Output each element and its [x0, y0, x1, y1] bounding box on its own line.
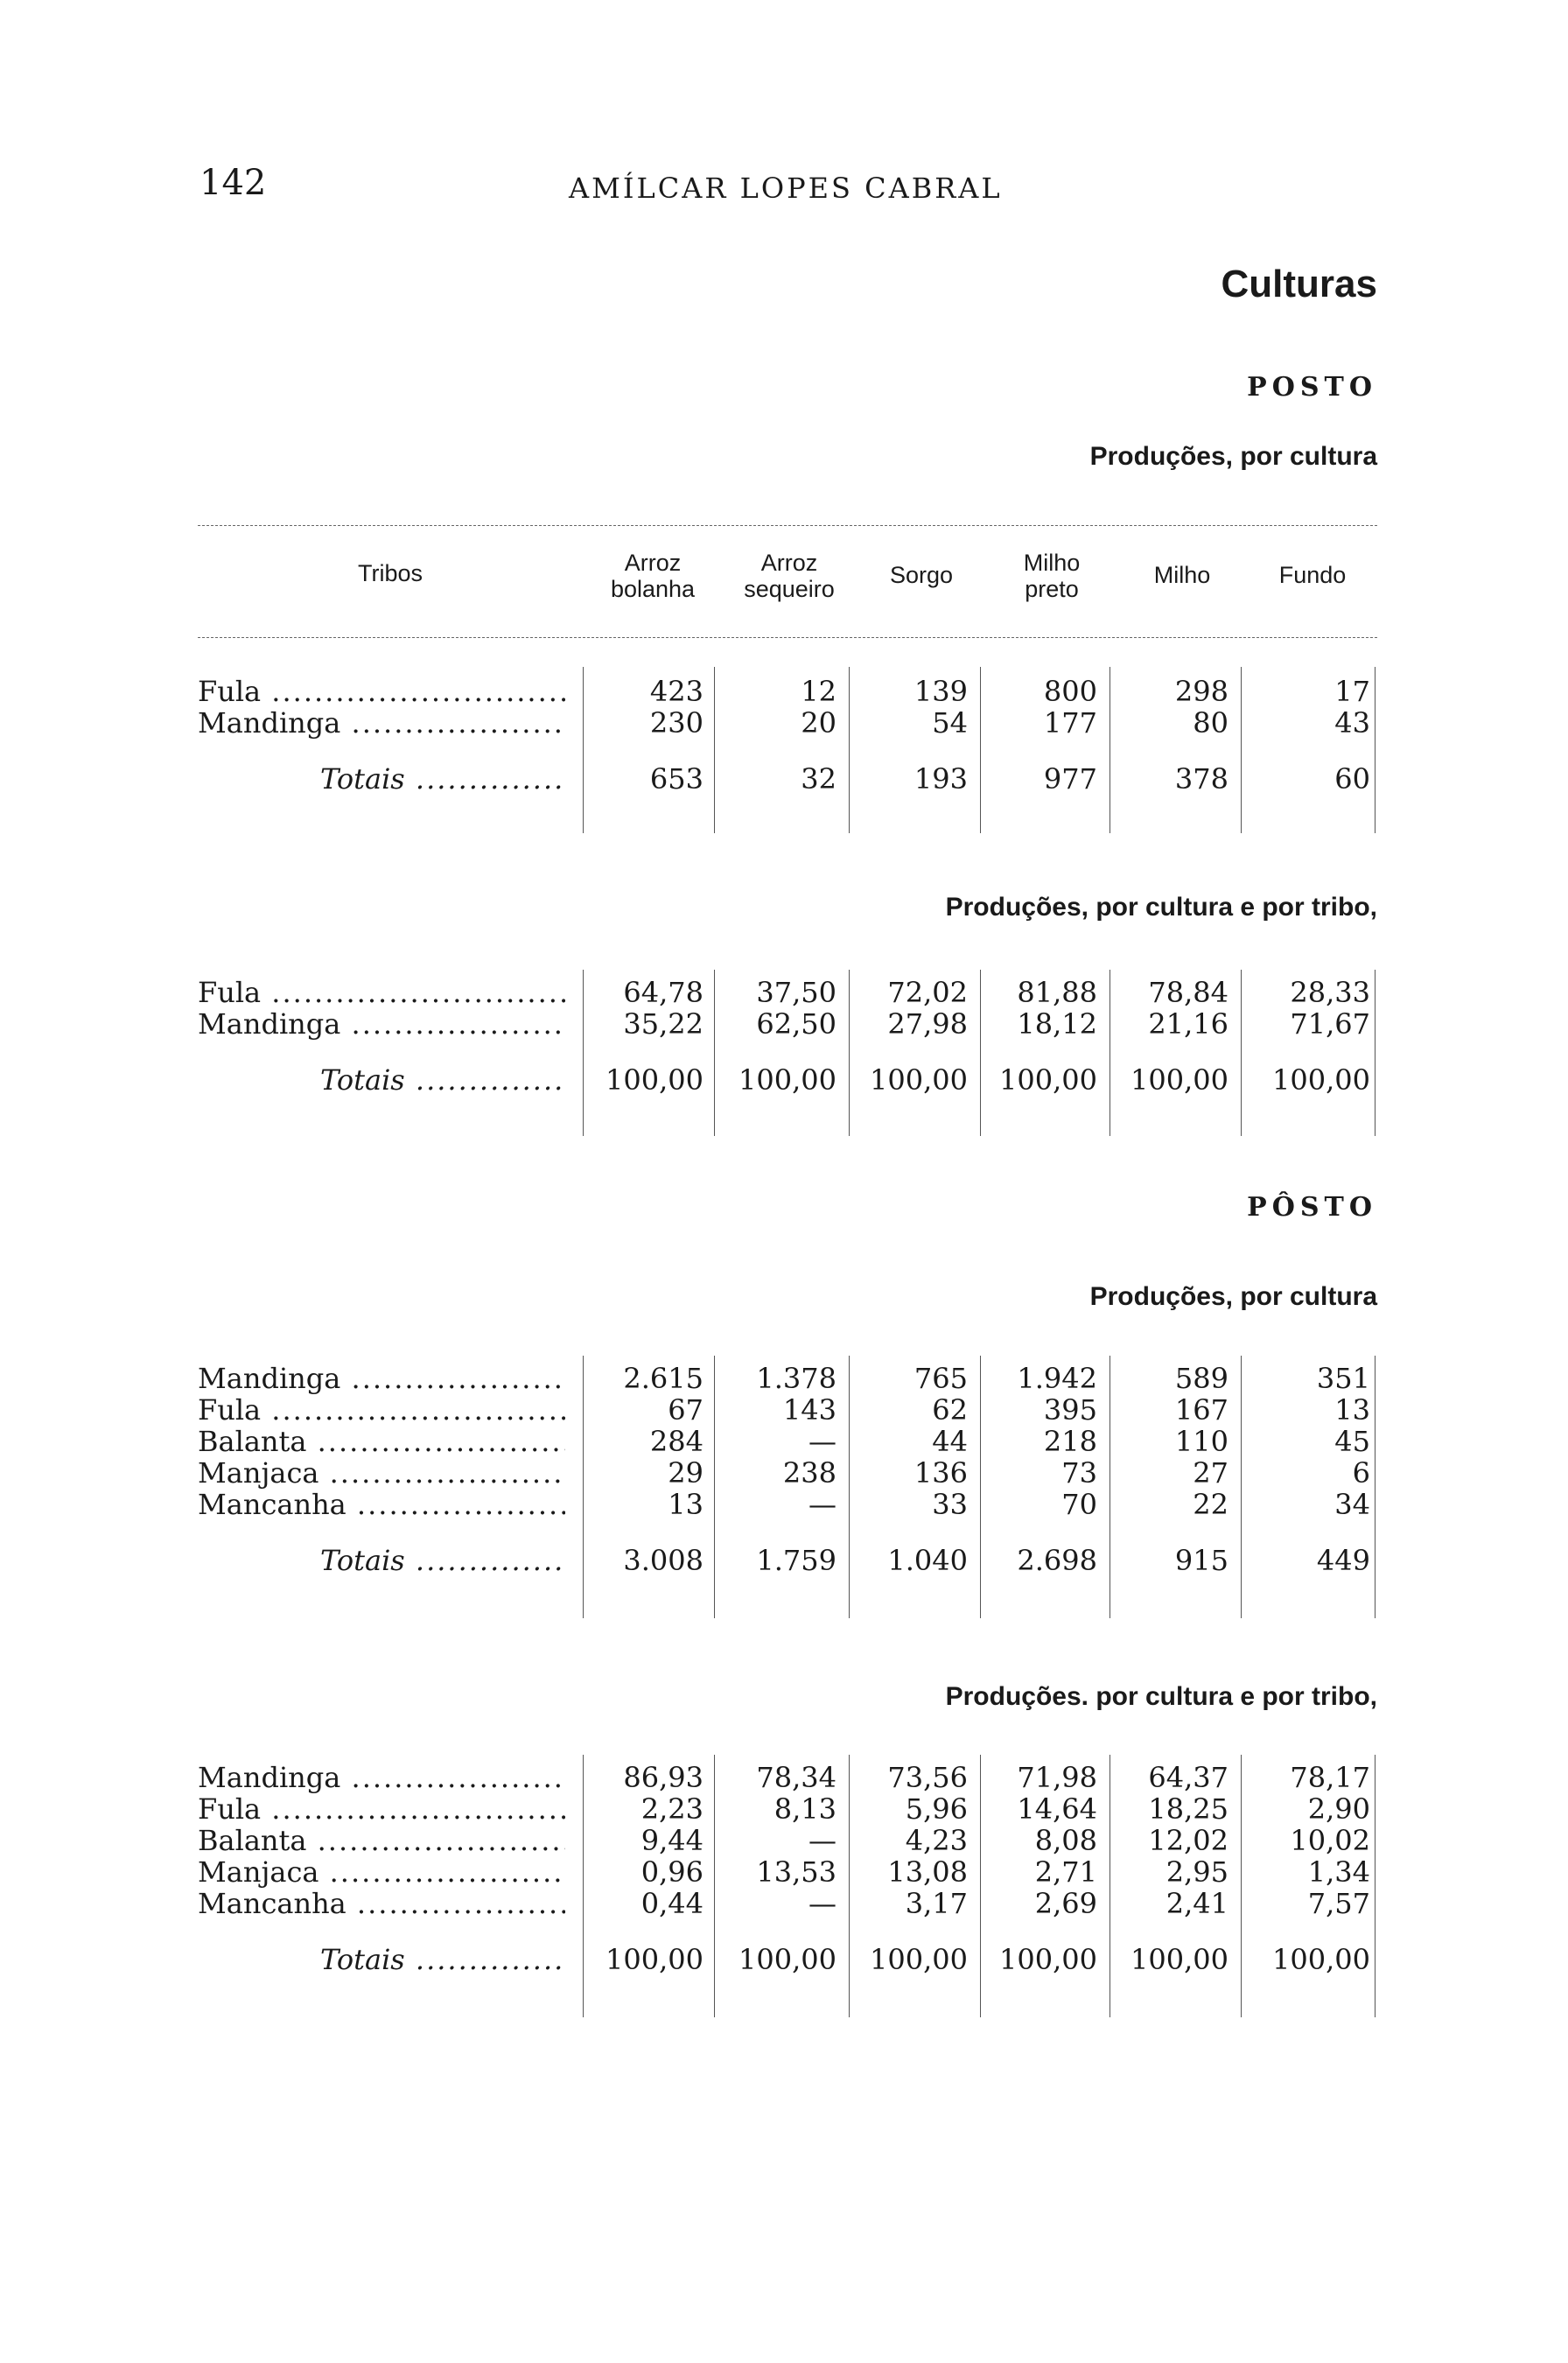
table-header — [198, 525, 1377, 639]
header-col-1 — [583, 550, 723, 602]
table-cell: 1.759 — [756, 1544, 836, 1577]
table-cell: 27,98 — [887, 1007, 968, 1041]
tribe-label: Fula ..... — [198, 977, 565, 1008]
column-rule — [714, 1755, 715, 2017]
table-cell: 54 — [932, 706, 968, 740]
totals-label: Totais ..... — [198, 1545, 565, 1576]
table-cell: 351 — [1316, 1362, 1370, 1395]
table-cell: 100,00 — [999, 1943, 1097, 1976]
table-cell: 2,95 — [1166, 1855, 1228, 1889]
table-cell: 915 — [1174, 1544, 1228, 1577]
table-cell: 100,00 — [1272, 1943, 1370, 1976]
table-cell: 86,93 — [623, 1761, 704, 1794]
tribe-label: Balanta ..... — [198, 1426, 565, 1457]
table-cell: sequeiro — [744, 576, 835, 602]
table-cell: 2,69 — [1034, 1887, 1097, 1920]
table-cell: 13,08 — [887, 1855, 968, 1889]
horizontal-rule — [198, 637, 1377, 638]
table-cell: 5,96 — [905, 1792, 968, 1826]
table-cell: 70 — [1061, 1488, 1097, 1521]
column-rule — [1375, 667, 1376, 833]
column-rule — [583, 667, 584, 833]
table-block1-absolute — [198, 676, 1377, 795]
totals-row — [198, 1944, 1377, 1975]
tribe-label: Manjaca ..... — [198, 1856, 565, 1888]
table-cell: 67 — [668, 1393, 704, 1427]
table-cell: 32 — [801, 762, 836, 796]
table-cell: Milho — [1023, 550, 1081, 576]
table-cell: 8,13 — [774, 1792, 836, 1826]
table-cell: 6 — [1352, 1456, 1370, 1490]
table-cell: Arroz — [760, 550, 818, 576]
table-row — [198, 1793, 1377, 1825]
table-cell: Sorgo — [889, 562, 954, 588]
header-col-4 — [987, 550, 1116, 602]
totals-row — [198, 1064, 1377, 1096]
table-cell: 78,84 — [1148, 976, 1228, 1009]
table-cell: 100,00 — [870, 1943, 968, 1976]
table-cell: 4,23 — [905, 1824, 968, 1857]
tribe-label: Mancanha ..... — [198, 1489, 565, 1520]
table-row — [198, 1394, 1377, 1426]
table-cell: 37,50 — [756, 976, 836, 1009]
running-head: AMÍLCAR LOPES CABRAL — [569, 172, 1003, 205]
tribe-label: Balanta ..... — [198, 1825, 565, 1856]
table-cell: 28,33 — [1290, 976, 1370, 1009]
column-rule — [980, 667, 981, 833]
column-rule — [1375, 1755, 1376, 2017]
header-col-5 — [1116, 562, 1248, 588]
table-row — [198, 1888, 1377, 1919]
table-cell: 423 — [649, 675, 704, 708]
table-row — [198, 676, 1377, 707]
table-cell: 100,00 — [1272, 1063, 1370, 1097]
table-cell: 13 — [668, 1488, 704, 1521]
table-cell: — — [808, 1425, 836, 1458]
table-row — [198, 1363, 1377, 1394]
table-cell: 20 — [801, 706, 836, 740]
table-cell: Fundo — [1278, 562, 1347, 588]
totals-label: Totais ..... — [198, 1944, 565, 1975]
table-cell: 64,37 — [1148, 1761, 1228, 1794]
table-cell: 2.615 — [623, 1362, 704, 1395]
header-col-3 — [856, 562, 987, 588]
column-rule — [1375, 1356, 1376, 1618]
column-rule — [849, 970, 850, 1136]
column-rule — [849, 1356, 850, 1618]
table-cell: 110 — [1174, 1425, 1228, 1458]
table-cell: 7,57 — [1307, 1887, 1370, 1920]
table-cell: 3.008 — [623, 1544, 704, 1577]
subheading-pct-1: Produções, por cultura e por tribo, — [945, 893, 1377, 922]
table-cell: 218 — [1043, 1425, 1097, 1458]
table-cell: 1.942 — [1017, 1362, 1097, 1395]
table-cell: 100,00 — [1130, 1943, 1228, 1976]
table-cell: 143 — [782, 1393, 836, 1427]
table-cell: 449 — [1316, 1544, 1370, 1577]
row-spacer — [198, 1040, 1377, 1064]
column-rule — [1241, 1755, 1242, 2017]
table-cell: Milho — [1153, 562, 1211, 588]
table-cell: 0,96 — [640, 1855, 704, 1889]
table-block1-percent — [198, 977, 1377, 1096]
table-cell: 298 — [1174, 675, 1228, 708]
table-cell: 230 — [649, 706, 704, 740]
header-tribos: Tribos — [357, 560, 423, 586]
table-cell: 1,34 — [1307, 1855, 1370, 1889]
row-spacer — [198, 739, 1377, 763]
table-cell: 2,23 — [640, 1792, 704, 1826]
table-row — [198, 1825, 1377, 1856]
header-col-6 — [1248, 562, 1377, 588]
table-cell: 13,53 — [756, 1855, 836, 1889]
table-cell: 2,41 — [1166, 1887, 1228, 1920]
table-cell: 0,44 — [640, 1887, 704, 1920]
table-cell: 62 — [932, 1393, 968, 1427]
table-cell: 62,50 — [756, 1007, 836, 1041]
table-cell: 193 — [914, 762, 968, 796]
column-rule — [1375, 970, 1376, 1136]
column-rule — [1241, 667, 1242, 833]
table-cell: — — [808, 1887, 836, 1920]
table-cell: 35,22 — [623, 1007, 704, 1041]
table-cell: 17 — [1334, 675, 1370, 708]
totals-label: Totais ..... — [198, 763, 565, 795]
table-cell: — — [808, 1488, 836, 1521]
table-cell: 238 — [782, 1456, 836, 1490]
tribe-label: Mandinga ..... — [198, 1762, 565, 1793]
table-cell: 12 — [801, 675, 836, 708]
table-cell: 72,02 — [887, 976, 968, 1009]
section-title: Culturas — [1221, 263, 1377, 305]
table-cell: 589 — [1174, 1362, 1228, 1395]
totals-label: Totais ..... — [198, 1064, 565, 1096]
table-cell: 44 — [932, 1425, 968, 1458]
table-cell: 22 — [1193, 1488, 1228, 1521]
column-rule — [1241, 970, 1242, 1136]
column-rule — [714, 1356, 715, 1618]
table-cell: 167 — [1174, 1393, 1228, 1427]
column-rule — [980, 1356, 981, 1618]
table-cell: 29 — [668, 1456, 704, 1490]
table-cell: 33 — [932, 1488, 968, 1521]
table-cell: 43 — [1334, 706, 1370, 740]
table-cell: 14,64 — [1017, 1792, 1097, 1826]
table-row — [198, 1457, 1377, 1489]
column-rule — [1241, 1356, 1242, 1618]
subheading-pct-2: Produções. por cultura e por tribo, — [945, 1682, 1377, 1711]
posto-heading-1: POSTO — [1247, 372, 1377, 403]
table-cell: 765 — [914, 1362, 968, 1395]
table-block2-percent — [198, 1762, 1377, 1975]
table-cell: 177 — [1043, 706, 1097, 740]
table-cell: 8,08 — [1034, 1824, 1097, 1857]
subheading-abs-2: Produções, por cultura — [1089, 1282, 1377, 1311]
table-cell: 1.378 — [756, 1362, 836, 1395]
column-rule — [714, 667, 715, 833]
column-rule — [980, 970, 981, 1136]
table-cell: 100,00 — [606, 1943, 704, 1976]
table-cell: 800 — [1043, 675, 1097, 708]
table-row — [198, 1856, 1377, 1888]
tribe-label: Manjaca ..... — [198, 1457, 565, 1489]
column-rule — [980, 1755, 981, 2017]
table-cell: bolanha — [610, 576, 696, 602]
table-cell: 2.698 — [1017, 1544, 1097, 1577]
column-rule — [583, 1356, 584, 1618]
table-cell: 378 — [1174, 762, 1228, 796]
column-rule — [583, 1755, 584, 2017]
row-spacer — [198, 1520, 1377, 1545]
horizontal-rule — [198, 525, 1377, 526]
table-row — [198, 1489, 1377, 1520]
table-cell: — — [808, 1824, 836, 1857]
table-cell: 100,00 — [1130, 1063, 1228, 1097]
table-cell: 71,98 — [1017, 1761, 1097, 1794]
table-cell: 100,00 — [999, 1063, 1097, 1097]
table-cell: 100,00 — [738, 1943, 836, 1976]
table-cell: 13 — [1334, 1393, 1370, 1427]
table-cell: 977 — [1043, 762, 1097, 796]
table-cell: 284 — [649, 1425, 704, 1458]
table-cell: 18,25 — [1148, 1792, 1228, 1826]
tribe-label: Mandinga ..... — [198, 1008, 565, 1040]
table-row — [198, 1426, 1377, 1457]
page-number: 142 — [200, 163, 267, 203]
table-cell: 80 — [1193, 706, 1228, 740]
table-row — [198, 977, 1377, 1008]
table-cell: 136 — [914, 1456, 968, 1490]
table-cell: 64,78 — [623, 976, 704, 1009]
table-cell: 18,12 — [1017, 1007, 1097, 1041]
table-row — [198, 707, 1377, 739]
header-col-2 — [723, 550, 856, 602]
table-cell: 100,00 — [606, 1063, 704, 1097]
table-cell: 10,02 — [1290, 1824, 1370, 1857]
table-cell: Arroz — [624, 550, 682, 576]
table-cell: 2,90 — [1307, 1792, 1370, 1826]
table-cell: 78,34 — [756, 1761, 836, 1794]
tribe-label: Mandinga ..... — [198, 1363, 565, 1394]
table-cell: 395 — [1043, 1393, 1097, 1427]
table-cell: 1.040 — [887, 1544, 968, 1577]
column-rule — [714, 970, 715, 1136]
tribe-label: Fula ..... — [198, 1793, 565, 1825]
totals-row — [198, 763, 1377, 795]
table-cell: 2,71 — [1034, 1855, 1097, 1889]
subheading-abs-1: Produções, por cultura — [1089, 442, 1377, 471]
table-cell: 27 — [1193, 1456, 1228, 1490]
table-cell: 34 — [1334, 1488, 1370, 1521]
column-rule — [583, 970, 584, 1136]
table-block2-absolute — [198, 1363, 1377, 1576]
column-rule — [849, 1755, 850, 2017]
table-cell: 73,56 — [887, 1761, 968, 1794]
tribe-label: Mancanha ..... — [198, 1888, 565, 1919]
table-cell: 60 — [1334, 762, 1370, 796]
table-cell: 71,67 — [1290, 1007, 1370, 1041]
tribe-label: Fula ..... — [198, 676, 565, 707]
table-cell: 100,00 — [738, 1063, 836, 1097]
table-cell: 100,00 — [870, 1063, 968, 1097]
table-cell: 12,02 — [1148, 1824, 1228, 1857]
tribe-label: Mandinga ..... — [198, 707, 565, 739]
table-cell: 81,88 — [1017, 976, 1097, 1009]
tribe-label: Fula ..... — [198, 1394, 565, 1426]
table-cell: 73 — [1061, 1456, 1097, 1490]
column-rule — [849, 667, 850, 833]
table-row — [198, 1762, 1377, 1793]
table-cell: 21,16 — [1148, 1007, 1228, 1041]
table-cell: 139 — [914, 675, 968, 708]
table-row — [198, 1008, 1377, 1040]
table-cell: preto — [1025, 576, 1079, 602]
table-cell: 653 — [649, 762, 704, 796]
table-cell: 9,44 — [640, 1824, 704, 1857]
totals-row — [198, 1545, 1377, 1576]
table-cell: 45 — [1334, 1425, 1370, 1458]
posto-heading-2: PÔSTO — [1247, 1192, 1377, 1223]
table-cell: 3,17 — [905, 1887, 968, 1920]
table-cell: 78,17 — [1290, 1761, 1370, 1794]
row-spacer — [198, 1919, 1377, 1944]
